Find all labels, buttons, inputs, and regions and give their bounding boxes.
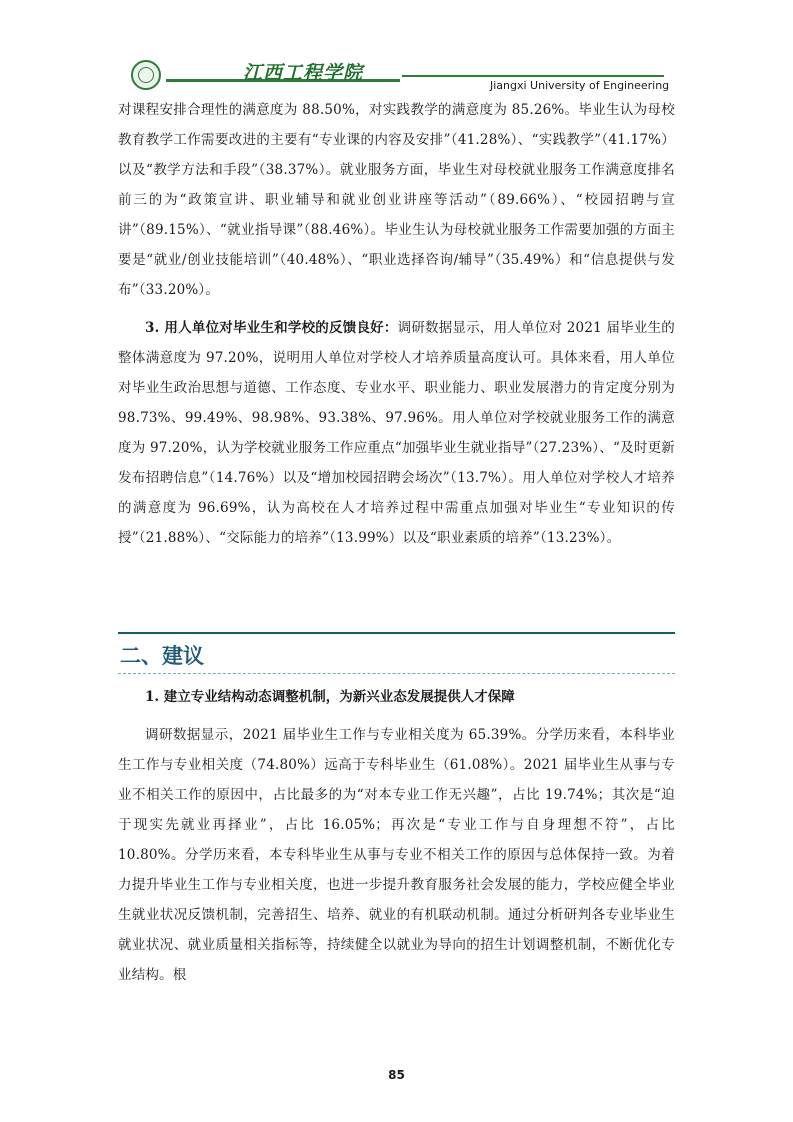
section-top-rule (118, 632, 675, 634)
paragraph-lead-heading: 3. 用人单位对毕业生和学校的反馈良好： (145, 320, 398, 336)
university-logo-icon (131, 60, 161, 90)
paragraph-major-relevance: 调研数据显示，2021 届毕业生工作与专业相关度为 65.39%。分学历来看，本科毕业生工作与专业相关度（74.80%）远高于专科毕业生（61.08%）。2021 届毕业生从事与专业不相关工作的原因中，占比最多的为“对本专业工作无兴趣”，占比 19.74%；其次是“迫于现实先就业再择业”，占比 16.05%；再次是“专业工作与自身理想不符”，占比 10.80%。分学历来看，本专科毕业生从事与专业不相关工作的原因与总体保持一致。为着力提升毕业生工作与专业相关度，也进一步提升教育服务社会发展的能力，学校应健全毕业生就业状况反馈机制，完善招生、培养、就业的有机联动机制。通过分析研判各专业毕业生就业状况、就业质量相关指标等，持续健全以就业为导向的招生计划调整机制，不断优化专业结构。根 (118, 727, 675, 983)
section-bottom-dotted-rule (118, 673, 675, 674)
paragraph-graduate-satisfaction: 对课程安排合理性的满意度为 88.50%，对实践教学的满意度为 85.26%。毕业生认为母校教育教学工作需要改进的主要有“专业课的内容及安排”（41.28%）、“实践教学”（41.17%）以及“教学方法和手段”（38.37%）。就业服务方面，毕业生对母校就业服务工作满意度排名前三的为“政策宣讲、职业辅导和就业创业讲座等活动”（89.66%）、“校园招聘与宣讲”（89.15%）、“就业指导课”（88.46%）。毕业生认为母校就业服务工作需要加强的方面主要是“就业/创业技能培训”（40.48%）、“职业选择咨询/辅导”（35.49%）和“信息提供与发布”（33.20%）。 (118, 102, 675, 298)
body-text-lower (118, 682, 675, 990)
page-header (0, 0, 793, 100)
header-rule-right (402, 75, 664, 77)
body-text-upper (118, 95, 675, 553)
section-title: 二、建议 (120, 644, 204, 668)
school-name-calligraphy: 江西工程学院 (243, 62, 364, 84)
paragraph-employer-feedback (118, 313, 675, 553)
school-name-english: Jiangxi University of Engineering (490, 79, 670, 92)
page-number: 85 (388, 1068, 405, 1082)
paragraph-employer-feedback-body: 调研数据显示，用人单位对 2021 届毕业生的整体满意度为 97.20%，说明用人单位对学校人才培养质量高度认可。具体来看，用人单位对毕业生政治思想与道德、工作态度、专业水平、职业能力、职业发展潜力的肯定度分别为 98.73%、99.49%、98.98%、93.38%、97.96%。用人单位对学校就业服务工作的满意度为 97.20%，认为学校就业服务工作应重点“加强毕业生就业指导”（27.23%）、“及时更新发布招聘信息”（14.76%）以及“增加校园招聘会场次”（13.7%）。用人单位对学校人才培养的满意度为 96.69%，认为高校在人才培养过程中需重点加强对毕业生“专业知识的传授”（21.88%）、“交际能力的培养”（13.99%）以及“职业素质的培养”（13.23%）。 (118, 320, 675, 546)
subheading-recommendation-1: 1. 建立专业结构动态调整机制，为新兴业态发展提供人才保障 (145, 689, 515, 705)
section-heading-block (118, 632, 675, 674)
